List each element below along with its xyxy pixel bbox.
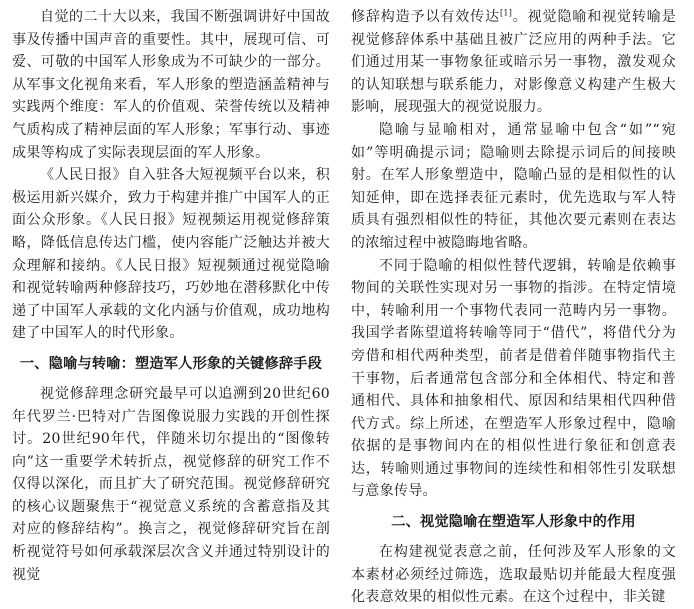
paragraph-visual-rhetoric-continued: [351, 6, 676, 119]
paragraph-metaphor: 隐喻与显喻相对，通常显喻中包含“如”“宛如”等明确提示词；隐喻则去除提示词后的间接映射。在军人形象塑造中，隐喻凸显的是相似性的认知延伸，即在选择表征元素时，优先选取与军人特质具有强烈相似性的特征，其他次要元素则在表达的浓缩过程中被隐晦地省略。: [351, 121, 676, 251]
continued-text-2: 。视觉隐喻和视觉转喻是视觉修辞体系中基础且被广泛应用的两种手法。它们通过用某一事物象征或暗示另一事物，激发观众的认知联想与联系能力，对影像意义构建产生极大影响，展现强大的视觉说服力。: [351, 9, 676, 116]
citation-marker: [1]: [499, 8, 513, 18]
paragraph-metonymy: 不同于隐喻的相似性替代逻辑，转喻是依赖事物间的关联性实现对另一事物的指涉。在特定情境中，转喻利用一个事物代表同一范畴内另一事物。我国学者陈望道将转喻等同于“借代”，将借代分为旁借和相代两种类型，前者是借着伴随事物指代主干事物，后者通常包含部分和全体相代、特定和普通相代、具体和抽象相代、原因和结果相代四种借代方式。综上所述，在塑造军人形象过程中，隐喻依据的是事物间内在的相似性进行象征和创意表达，转喻则通过事物间的连续性和相邻性引发联想与意象传导。: [351, 257, 676, 500]
section-heading-2: 二、视觉隐喻在塑造军人形象中的作用: [391, 514, 636, 531]
right-column: [351, 6, 676, 609]
left-column: [12, 6, 330, 586]
paragraph-visual-rhetoric: 视觉修辞理念研究最早可以追溯到20世纪60年代罗兰·巴特对广告图像说服力实践的开创性探讨。20世纪90年代，伴随米切尔提出的“图像转向”这一重要学术转折点，视觉修辞的研究工作不仅得以深化，而且扩大了研究范围。视觉修辞研究的核心议题聚焦于“视觉意义系统的含蓄意指及其对应的修辞结构”。换言之，视觉修辞研究旨在剖析视觉符号如何承载深层次含义并通过特别设计的视觉: [12, 385, 330, 583]
continued-text: 修辞构造予以有效传达: [351, 9, 500, 25]
section-heading-1: 一、隐喻与转喻：塑造军人形象的关键修辞手段: [19, 355, 323, 372]
paragraph-intro: 自觉的二十大以来，我国不断强调讲好中国故事及传播中国声音的重要性。其中，展现可信、可爱、可敬的中国军人形象成为不可缺少的一部分。从军事文化视角来看，军人形象的塑造涵盖精神与实践两个维度：军人的价值观、荣誉传统以及精神气质构成了精神层面的军人形象；军事行动、事迹成果等构成了实际表现层面的军人形象。: [12, 9, 330, 161]
paragraph-peoples-daily: 《人民日报》自入驻各大短视频平台以来，积极运用新兴媒介，致力于构建并推广中国军人的正面公众形象。《人民日报》短视频运用视觉修辞策略，降低信息传达门槛，使内容能广泛触达并被大众理解和接纳。《人民日报》短视频通过视觉隐喻和视觉转喻两种修辞技巧，巧妙地在潜移默化中传递了中国军人承载的文化内涵与价值观，成功地构建了中国军人的时代形象。: [12, 167, 330, 342]
paragraph-visual-metaphor-role: 在构建视觉表意之前，任何涉及军人形象的文本素材必须经过筛选，选取最贴切并能最大程度强化表意效果的相似性元素。在这个过程中，非关键: [351, 544, 676, 606]
